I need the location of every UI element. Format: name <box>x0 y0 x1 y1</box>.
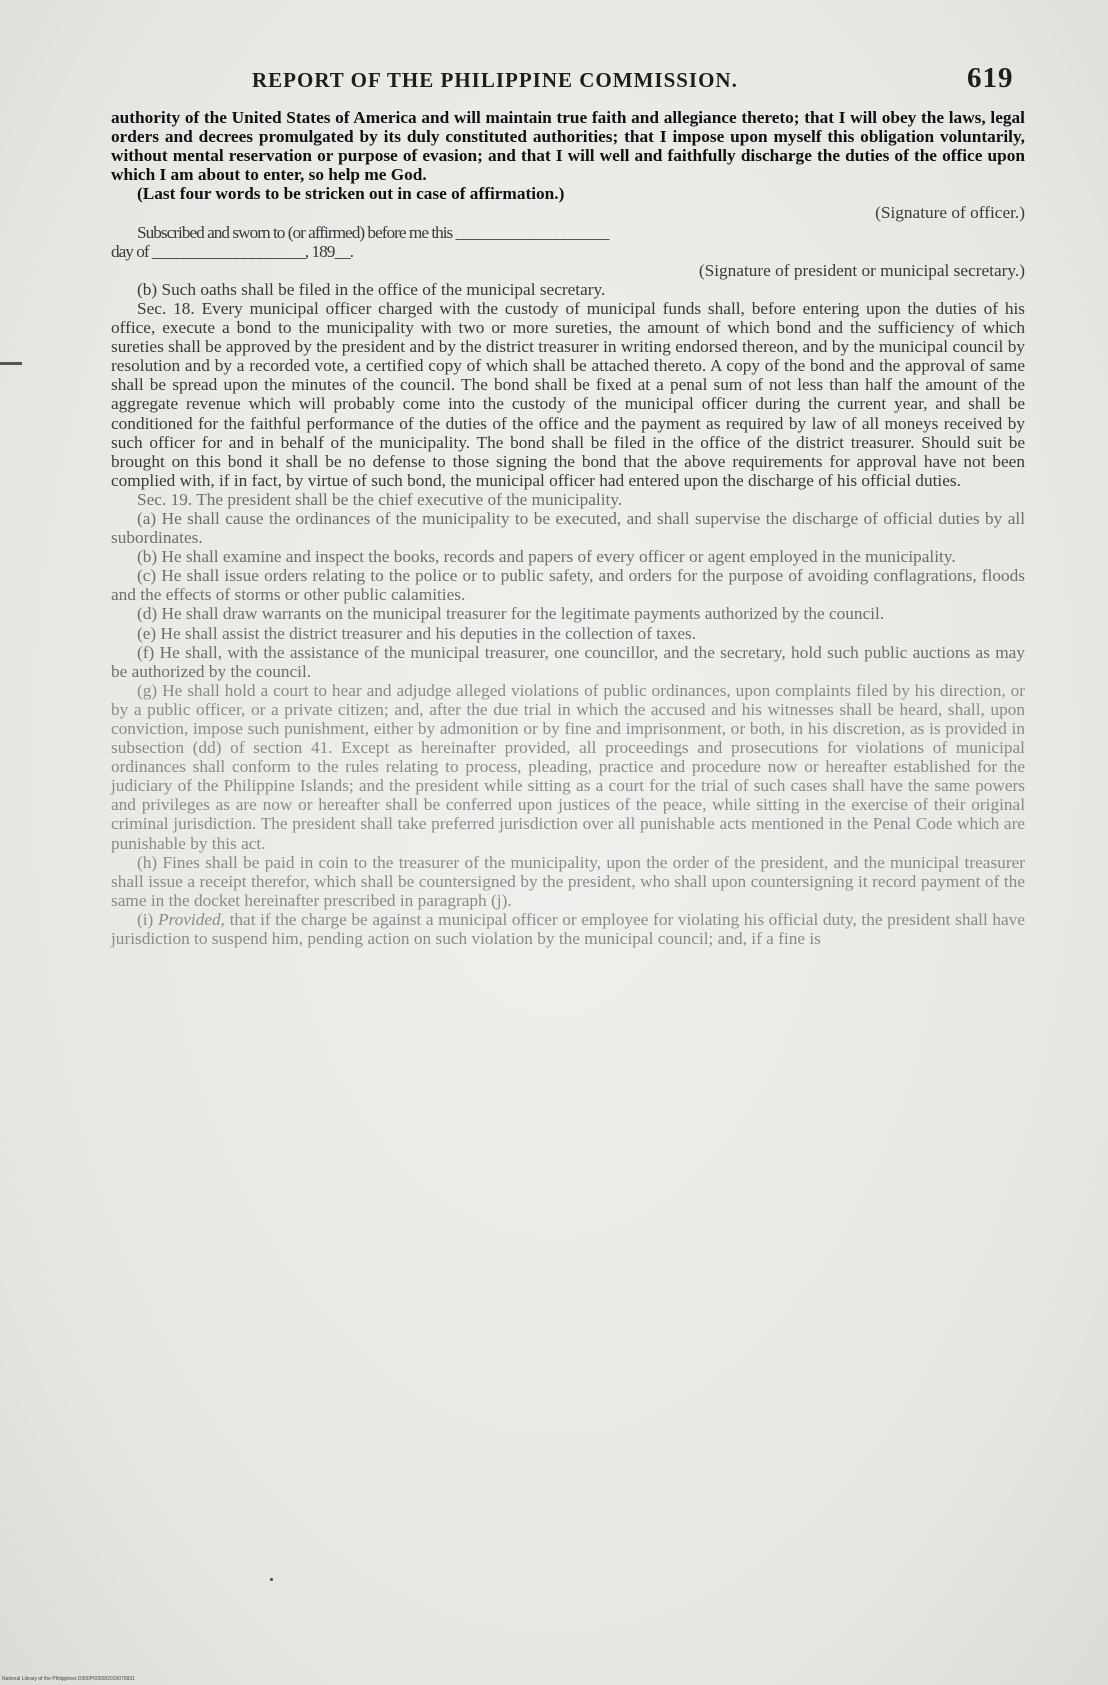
section-18 <box>111 299 1025 490</box>
day-line: day of ____________________, 189__. <box>111 241 353 261</box>
running-title: REPORT OF THE PHILIPPINE COMMISSION. <box>252 68 738 92</box>
subsection-g <box>111 681 1025 853</box>
scan-credit: National Library of the Philippines D300P000282019070931 <box>2 1676 135 1682</box>
clause-label: (e) <box>137 623 157 643</box>
clause-text: He shall, with the assistance of the municipal treasurer, one councillor, and the secretary, hold such public auctions as may be authorized by the council. <box>111 642 1025 681</box>
clause-label: (a) <box>137 508 157 528</box>
page-number: 619 <box>967 62 1014 94</box>
clause-text: He shall issue orders relating to the police or to public safety, and orders for the purpose of avoiding conflagrations, floods and the effects of storms or other public calamities. <box>111 566 1025 605</box>
president-signature-line: (Signature of president or municipal secretary.) <box>698 260 1025 280</box>
clause-label: (f) <box>137 642 155 662</box>
ink-spot <box>270 1578 273 1581</box>
oath-filing-clause <box>111 280 1025 299</box>
subsection-f <box>111 643 1025 681</box>
subsection-c <box>111 566 1025 604</box>
oath-text: authority of the United States of America and will maintain true faith and allegiance thereto; that I will obey the laws, legal orders and decrees promulgated by its duly constituted authorities; that I impose upon myself this obligation voluntarily, without mental reservation or purpose of evasion; and that I will well and faithfully discharge the duties of the office upon which I am about to enter, so help me God. <box>111 108 1025 185</box>
section-text: Every municipal officer charged with the custody of municipal funds shall, before entering upon the duties of his office, execute a bond to the municipality with two or more sureties, the amount of which bond and the sufficiency of which sureties shall be approved by the president and by the district treasurer in writing endorsed thereon, and by the municipal council by resolution and by a recorded vote, a certified copy of which shall be attached thereto. A copy of the bond and the approval of same shall be spread upon the minutes of the council. The bond shall be fixed at a penal sum of not less than half the amount of the aggregate revenue which will probably come into the custody of the municipal officer during the current year, and shall be conditioned for the faithful performance of the duties of the office and the payment as required by law of all moneys received by such officer for and in behalf of the municipality. The bond shall be filed in the office of the district treasurer. Should suit be brought on this bond it shall be no defense to those signing the bond that the above requirements for approval have not been complied with, if in fact, by virtue of such bond, the municipal officer had entered upon the discharge of his official duties. <box>111 298 1025 490</box>
subscribed-line: Subscribed and sworn to (or affirmed) before me this ____________________ <box>137 222 609 242</box>
section-label: Sec. 18. <box>137 298 195 318</box>
clause-label: (i) <box>137 909 154 929</box>
clause-text: He shall examine and inspect the books, records and papers of every officer or agent employed in the municipality. <box>161 547 956 567</box>
officer-signature-line: (Signature of officer.) <box>875 203 1025 223</box>
clause-text: Fines shall be paid in coin to the treasurer of the municipality, upon the order of the president, and the municipal treasurer shall issue a receipt therefor, which shall be countersigned by the president, who shall upon countersigning it record payment of the same in the docket hereinafter prescribed in paragraph (j). <box>111 852 1025 910</box>
subsection-b <box>111 547 1025 566</box>
provided-word: Provided, <box>157 909 225 929</box>
section-label: Sec. 19. <box>137 489 193 509</box>
clause-label: (g) <box>137 680 158 700</box>
page-body <box>111 108 1025 948</box>
clause-label: (b) <box>137 279 158 299</box>
subsection-h <box>111 853 1025 910</box>
clause-text: He shall cause the ordinances of the municipality to be executed, and shall supervise the discharge of official duties by all subordinates. <box>111 508 1025 548</box>
clause-label: (d) <box>137 604 158 624</box>
clause-text: Such oaths shall be filed in the office of the municipal secretary. <box>161 279 606 299</box>
clause-text: He shall hold a court to hear and adjudge alleged violations of public ordinances, upon complaints filed by his direction, or by a public officer, or a private citizen; and, after the due trial in which the accused and his witnesses shall be heard, shall, upon conviction, impose such punishment, either by admonition or by fine and imprisonment, or both, in his discretion, as is provided in subsection (dd) of section 41. Except as hereinafter provided, all proceedings and prosecutions for violations of municipal ordinances shall conform to the rules relating to process, pleading, practice and procedure now or hereafter established for the judiciary of the Philippine Islands; and the president while sitting as a court for the trial of such cases shall have the same powers and privileges as are now or hereafter shall be conferred upon justices of the peace, while sitting in the exercise of their original criminal jurisdiction. The president shall take preferred jurisdiction over all punishable acts mentioned in the Penal Code which are punishable by this act. <box>111 680 1025 853</box>
clause-text: He shall assist the district treasurer and his deputies in the collection of taxes. <box>160 623 697 643</box>
clause-label: (h) <box>137 852 158 872</box>
clause-label: (b) <box>137 547 158 567</box>
clause-text: He shall draw warrants on the municipal treasurer for the legitimate payments authorized by the council. <box>161 604 885 624</box>
clause-label: (c) <box>137 566 157 586</box>
section-text: The president shall be the chief executive of the municipality. <box>196 489 623 509</box>
subsection-e <box>111 624 1025 643</box>
margin-mark <box>0 362 22 365</box>
subsection-d <box>111 604 1025 623</box>
subsection-a <box>111 509 1025 547</box>
clause-text: that if the charge be against a municipal officer or employee for violating his official duty, the president shall have jurisdiction to suspend him, pending action on such violation by the municipal council; and, if a fine is <box>111 909 1025 949</box>
subsection-i <box>111 910 1025 948</box>
affirmation-note: (Last four words to be stricken out in case of affirmation.) <box>137 184 565 204</box>
section-19 <box>111 490 1025 509</box>
